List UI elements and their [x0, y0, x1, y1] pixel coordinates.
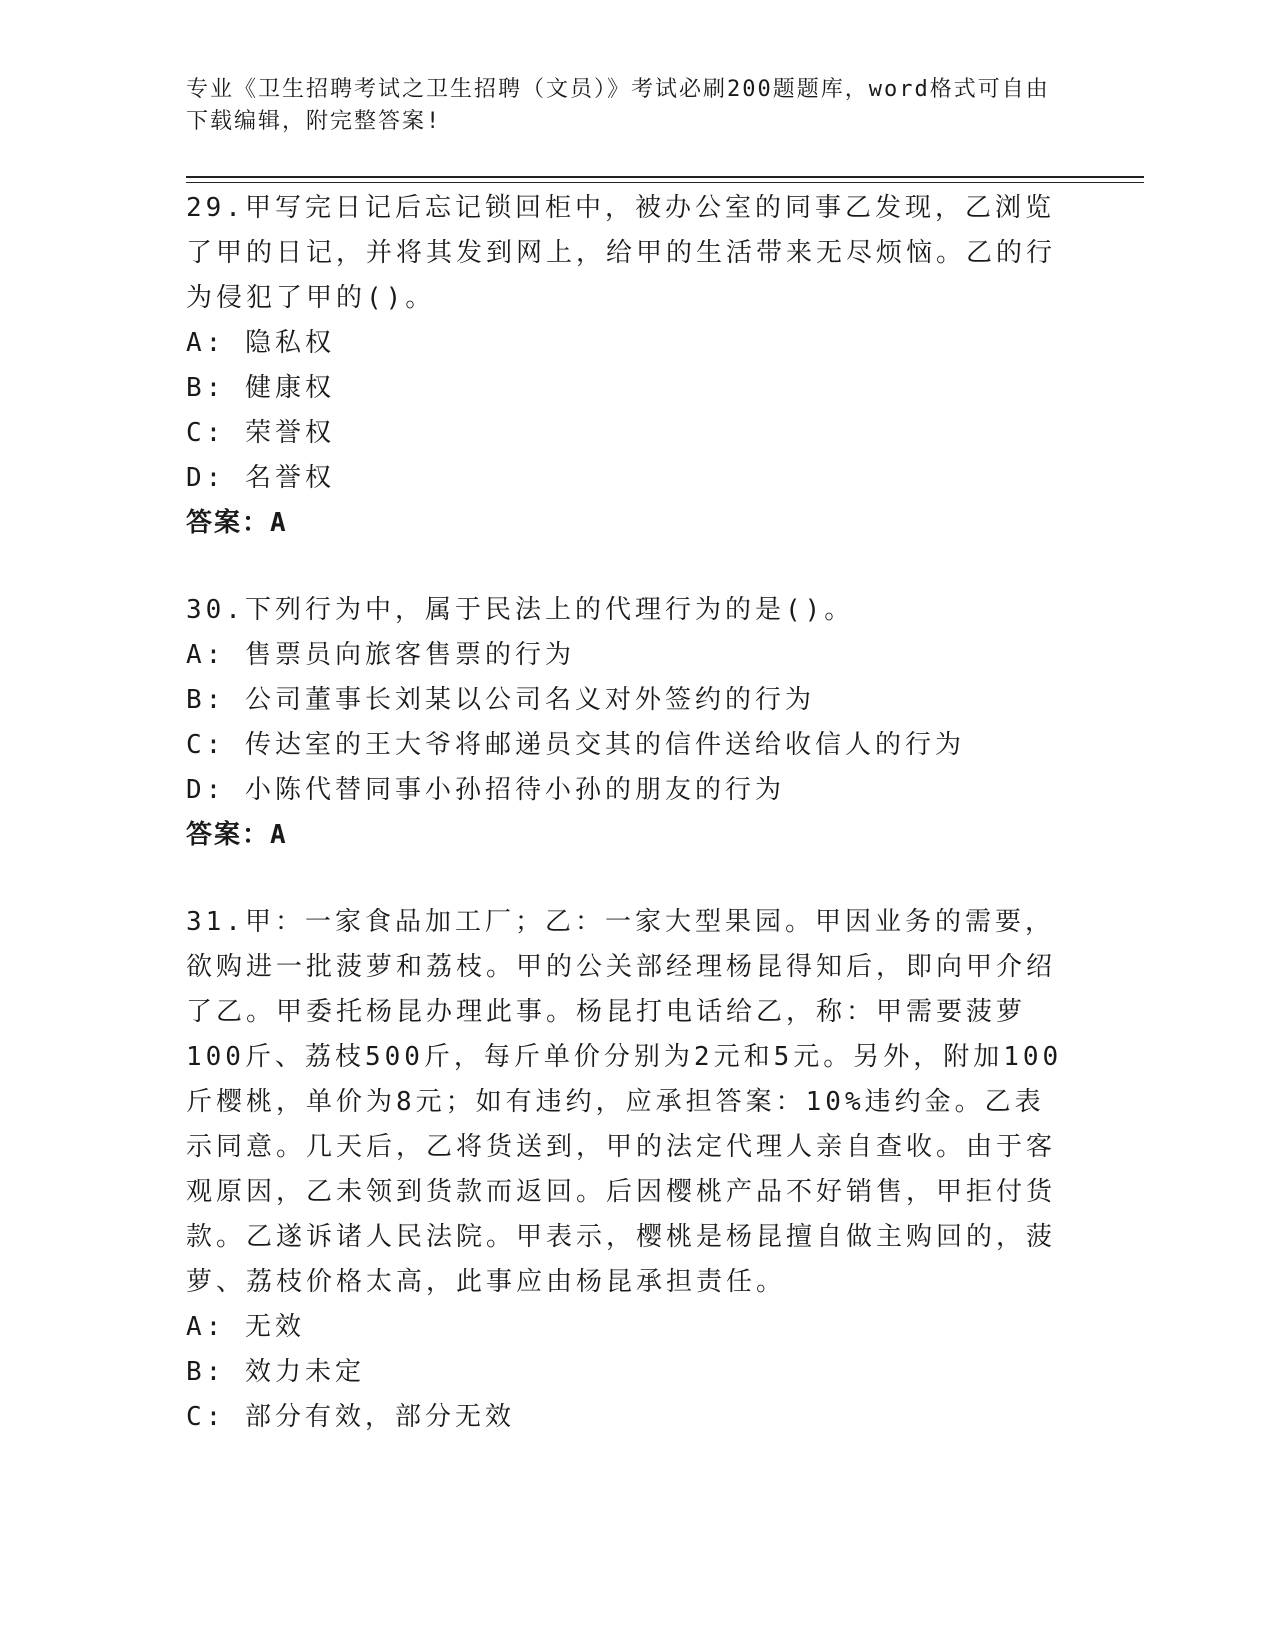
option-a: A: 隐私权 — [186, 328, 335, 358]
question-31 — [186, 900, 1066, 1440]
document-header: 专业《卫生招聘考试之卫生招聘（文员）》考试必刷200题题库，word格式可自由下载编辑，附完整答案! — [186, 77, 1050, 134]
option-d: D: 名誉权 — [186, 463, 335, 493]
header-divider-thick — [186, 176, 1144, 178]
question-30 — [186, 588, 1066, 858]
answer-line: 答案：A — [186, 508, 288, 538]
question-stem: 30.下列行为中，属于民法上的代理行为的是()。 — [186, 595, 855, 625]
option-a: A: 无效 — [186, 1312, 305, 1342]
question-list — [186, 186, 1066, 1482]
option-d: D: 小陈代替同事小孙招待小孙的朋友的行为 — [186, 775, 785, 805]
question-stem: 29.甲写完日记后忘记锁回柜中，被办公室的同事乙发现，乙浏览了甲的日记，并将其发到网上，给甲的生活带来无尽烦恼。乙的行为侵犯了甲的()。 — [186, 193, 1057, 313]
option-a: A: 售票员向旅客售票的行为 — [186, 640, 575, 670]
answer-line: 答案：A — [186, 820, 288, 850]
question-stem: 31.甲：一家食品加工厂；乙：一家大型果园。甲因业务的需要，欲购进一批菠萝和荔枝。甲的公关部经理杨昆得知后，即向甲介绍了乙。甲委托杨昆办理此事。杨昆打电话给乙，称：甲需要菠萝100斤、荔枝500斤，每斤单价分别为2元和5元。另外，附加100斤樱桃，单价为8元；如有违约，应承担答案：10%违约金。乙表示同意。几天后，乙将货送到，甲的法定代理人亲自查收。由于客观原因，乙未领到货款而返回。后因樱桃产品不好销售，甲拒付货款。乙遂诉诸人民法院。甲表示，樱桃是杨昆擅自做主购回的，菠萝、荔枝价格太高，此事应由杨昆承担责任。 — [186, 907, 1063, 1297]
option-c: C: 荣誉权 — [186, 418, 335, 448]
header-divider-thin — [186, 182, 1144, 183]
question-29 — [186, 186, 1066, 546]
option-c: C: 传达室的王大爷将邮递员交其的信件送给收信人的行为 — [186, 730, 965, 760]
option-c: C: 部分有效，部分无效 — [186, 1402, 515, 1432]
option-b: B: 公司董事长刘某以公司名义对外签约的行为 — [186, 685, 815, 715]
option-b: B: 效力未定 — [186, 1357, 365, 1387]
option-b: B: 健康权 — [186, 373, 335, 403]
